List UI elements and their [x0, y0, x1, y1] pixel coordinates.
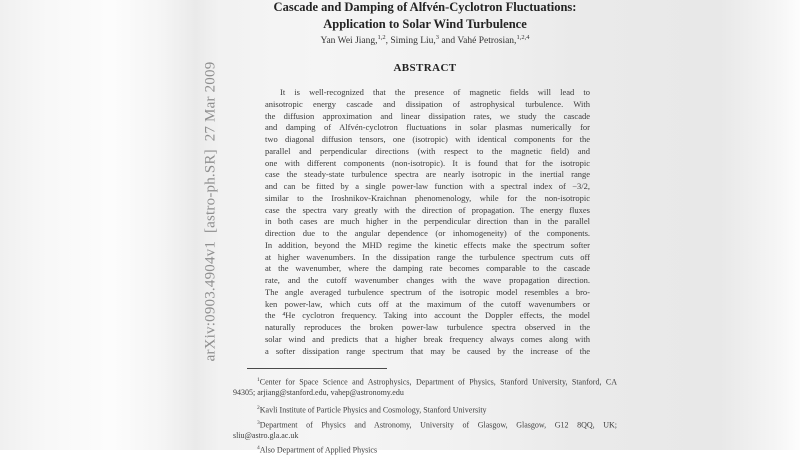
abstract-line: two diagonal diffusion tensors, one (isotropic) with identical components for the [265, 134, 590, 144]
author-affiliation-superscript: 1,2,4 [516, 34, 530, 41]
abstract-line: and damping of Alfvén-cyclotron fluctuations in solar plasmas numerically for [265, 122, 590, 133]
footnote-rule [247, 368, 387, 369]
abstract-line: at the wavenumber, where the damping rate becomes comparable to the cascade [265, 263, 590, 274]
abstract-heading: ABSTRACT [393, 62, 457, 74]
abstract-line: similar to the Iroshnikov-Kraichnan phenomenology, while for the non-isotropic [265, 192, 590, 203]
authors-line [233, 34, 617, 46]
abstract-line: In addition, beyond the MHD regime the kinetic effects make the spectrum softer [265, 239, 590, 250]
footnote-affiliation-2 [233, 402, 617, 415]
author-name: , Siming Liu, [385, 36, 436, 47]
abstract-line: a softer dissipation range spectrum that may be caused by the increase of the [265, 345, 590, 356]
paper-title-line2: Application to Solar Wind Turbulence [323, 16, 527, 31]
abstract-line: one with different components (non-isotropic). It is found that for the isotropic [265, 157, 590, 168]
footnotes-block [233, 374, 617, 455]
footnote-marker: 2 [257, 405, 260, 411]
abstract-line: rate, and the cutoff wavenumber changes with the wave propagation direction. [265, 275, 590, 285]
footnote-marker: 4 [257, 445, 260, 451]
abstract-line: parallel and perpendicular directions (with respect to the magnetic field) and [265, 145, 590, 156]
abstract-line: ken power-law, which cuts off at the maximum of the cutoff wavenumbers or [265, 298, 590, 309]
abstract-line: the diffusion approximation and linear dissipation rates, we study the cascade [265, 110, 590, 121]
abstract-line: case the spectra vary greatly with the direction of propagation. The energy fluxes [265, 204, 590, 215]
footnote-affiliation-1 [233, 374, 617, 399]
footnote-text: 94305; arjiang@stanford.edu, vahep@astronomy.edu [233, 387, 404, 397]
abstract-line: solar wind and predicts that a higher break frequency always comes along with [265, 333, 590, 344]
footnote-marker: 3 [257, 420, 260, 426]
abstract-line: direction due to the angular dependence (or inhomogeneity) of the components. [265, 228, 590, 238]
abstract-line: at higher wavenumbers. In the dissipation range the turbulence spectrum cuts off [265, 251, 590, 262]
footnote-line [233, 430, 617, 443]
abstract-line: in both cases are much higher in the perpendicular direction than in the parallel [265, 216, 590, 227]
footnote-affiliation-4 [233, 442, 617, 455]
footnote-affiliation-3 [233, 417, 617, 442]
author-name: Yan Wei Jiang, [320, 36, 378, 47]
footnote-text: Kavli Institute of Particle Physics and Cosmology, Stanford University [259, 405, 487, 415]
footnote-text: Center for Space Science and Astrophysics, Department of Physics, Stanford University, Stanford, CA [259, 377, 617, 387]
abstract-line: It is well-recognized that the presence of magnetic fields will lead to [280, 87, 590, 97]
abstract-line: the ⁴He cyclotron frequency. Taking into account the Doppler effects, the model [265, 310, 590, 321]
footnote-line [233, 374, 617, 387]
footnote-line [233, 387, 617, 400]
footnote-text: Also Department of Applied Physics [259, 445, 378, 455]
footnote-line [233, 442, 617, 455]
arxiv-watermark: arXiv:0903.4904v1 [astro-ph.SR] 27 Mar 2009 [202, 61, 219, 362]
author-affiliation-superscript: 3 [435, 34, 440, 41]
footnote-line [233, 402, 617, 415]
footnote-text: sliu@astro.gla.ac.uk [233, 430, 299, 440]
abstract-paragraph [265, 87, 590, 357]
abstract-line: and can be fitted by a single power-law function with a spectral index of −3/2, [265, 181, 590, 191]
paper-title [233, 0, 617, 32]
footnote-text: Department of Physics and Astronomy, University of Glasgow, Glasgow, G12 8QQ, UK; [259, 420, 617, 430]
footnote-line [233, 417, 617, 430]
abstract-line: The angle averaged turbulence spectrum of the isotropic model resembles a bro- [265, 286, 590, 297]
abstract-line: naturally reproduces the broken power-law turbulence spectra observed in the [265, 322, 590, 332]
paper-title-line1: Cascade and Damping of Alfvén-Cyclotron Fluctuations: [273, 0, 577, 14]
footnote-marker: 1 [257, 377, 260, 383]
abstract-line: anisotropic energy cascade and dissipation of astrophysical turbulence. With [265, 98, 590, 109]
author-affiliation-superscript: 1,2 [377, 34, 386, 41]
abstract-line: case the steady-state turbulence spectra are nearly isotropic in the inertial range [265, 169, 590, 180]
author-name: and Vahé Petrosian, [439, 36, 517, 47]
